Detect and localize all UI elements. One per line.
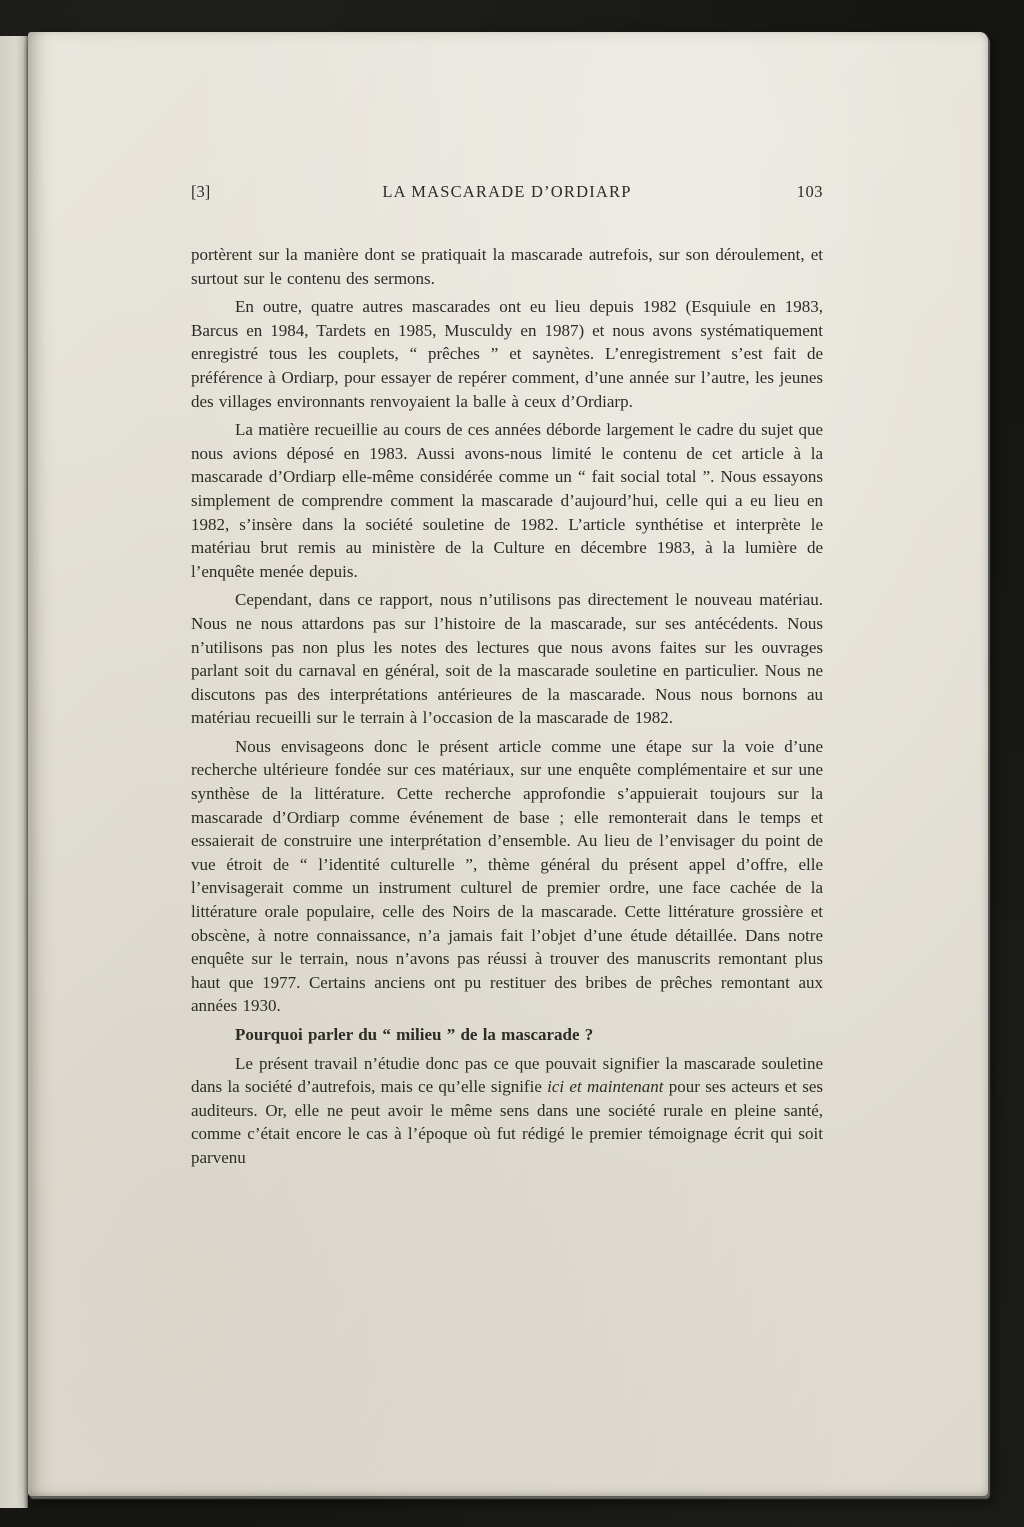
closing-paragraph-post: pour ses acteurs et ses auditeurs. Or, elle ne peut avoir le même sens dans une société rurale en pleine santé, comme c’était encore le cas à l’époque où fut rédigé le premier témoignage écrit qui soit parvenu <box>191 1077 823 1167</box>
closing-paragraph <box>191 1052 823 1170</box>
body-paragraph: La matière recueillie au cours de ces années déborde largement le cadre du sujet que nous avions déposé en 1983. Aussi avons-nous limité le contenu de cet article à la mascarade d’Ordiarp elle-même considérée comme un “ fait social total ”. Nous essayons simplement de comprendre comment la mascarade d’aujourd’hui, celle qui a eu lieu en 1982, s’insère dans la société souletine de 1982. L’article synthétise et interprète le matériau brut remis au ministère de la Culture en décembre 1983, à la lumière de l’enquête menée depuis. <box>191 420 823 581</box>
body-paragraph: portèrent sur la manière dont se pratiquait la mascarade autrefois, sur son déroulement, et surtout sur le contenu des sermons. <box>191 245 823 288</box>
body-paragraph: En outre, quatre autres mascarades ont eu lieu depuis 1982 (Esquiule en 1983, Barcus en 1984, Tardets en 1985, Musculdy en 1987) et nous avons systématiquement enregistré tous les couplets, “ prêches ” et saynètes. L’enregistrement s’est fait de préférence à Ordiarp, pour essayer de repérer comment, d’une année sur l’autre, les jeunes des villages environnants renvoyaient la balle à ceux d’Ordiarp. <box>191 297 823 411</box>
closing-paragraph-pre: Le présent travail n’étudie donc pas ce que pouvait signifier la mascarade souletine dans la société d’autrefois, mais ce qu’elle signifie <box>191 1053 823 1097</box>
running-head <box>191 182 823 202</box>
page-number: 103 <box>796 182 823 201</box>
book-page-scan <box>28 32 988 1496</box>
facing-page-edge <box>0 36 28 1508</box>
section-heading: Pourquoi parler du “ milieu ” de la mascarade ? <box>235 1025 594 1044</box>
running-title: LA MASCARADE D’ORDIARP <box>382 182 632 201</box>
folio-number: [3] <box>191 182 211 201</box>
body-paragraph: Nous envisageons donc le présent article comme une étape sur la voie d’une recherche ultérieure fondée sur ces matériaux, sur une enquête complémentaire et sur une synthèse de la littérature. Cette recherche approfondie s’appuierait toujours sur la mascarade d’Ordiarp comme événement de base ; elle remonterait dans le temps et essaierait de construire une interprétation d’ensemble. Au lieu de l’envisager du point de vue étroit de “ l’identité culturelle ”, thème général du présent appel d’offre, elle l’envisagerait comme un instrument culturel de premier ordre, une face cachée de la littérature orale populaire, celle des Noirs de la mascarade. Cette littérature grossière et obscène, à notre connaissance, n’a jamais fait l’objet d’une étude détaillée. Dans notre enquête sur le terrain, nous n’avons pas réussi à trouver des manuscrits remontant plus haut que 1977. Certains anciens ont pu restituer des bribes de prêches remontant aux années 1930. <box>191 736 823 1016</box>
italic-phrase: ici et maintenant <box>547 1077 664 1097</box>
body-text-column <box>191 243 823 1175</box>
body-paragraph: Cependant, dans ce rapport, nous n’utilisons pas directement le nouveau matériau. Nous ne nous attardons pas sur l’histoire de la mascarade, sur ses antécédents. Nous n’utilisons pas non plus les notes des lectures que nous avons faites sur les ouvrages parlant soit du carnaval en général, soit de la mascarade souletine en particulier. Nous ne discutons pas des interprétations antérieures de la mascarade. Nous nous bornons au matériau recueilli sur le terrain à l’occasion de la mascarade de 1982. <box>191 590 823 728</box>
